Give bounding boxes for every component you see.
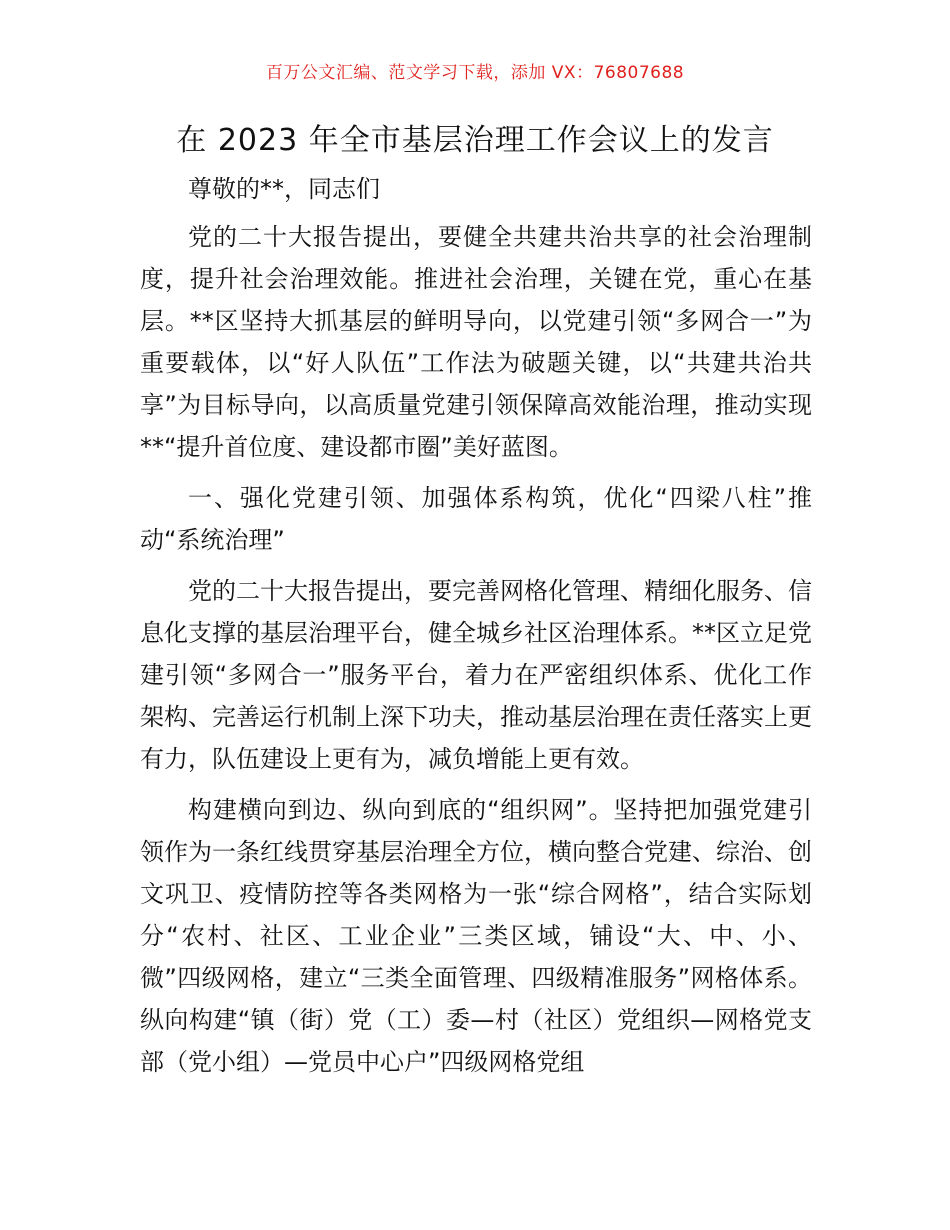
document-body xyxy=(140,168,812,1092)
paragraph-intro: 党的二十大报告提出，要健全共建共治共享的社会治理制度，提升社会治理效能。推进社会治理，关键在党，重心在基层。**区坚持大抓基层的鲜明导向，以党建引领“多网合一”为重要载体，以“好人队伍”工作法为破题关键，以“共建共治共享”为目标导向，以高质量党建引领保障高效能治理，推动实现**“提升首位度、建设都市圈”美好蓝图。 xyxy=(140,223,812,461)
document-title: 在 2023 年全市基层治理工作会议上的发言 xyxy=(176,123,774,158)
paragraph-section-1: 党的二十大报告提出，要完善网格化管理、精细化服务、信息化支撑的基层治理平台，健全城乡社区治理体系。**区立足党建引领“多网合一”服务平台，着力在严密组织体系、优化工作架构、完善运行机制上深下功夫，推动基层治理在责任落实上更有力，队伍建设上更有为，减负增能上更有效。 xyxy=(140,577,812,773)
section-heading-1: 一、强化党建引领、加强体系构筑，优化“四梁八柱”推动“系统治理” xyxy=(140,484,812,554)
greeting: 尊敬的**，同志们 xyxy=(188,175,380,203)
paragraph-organization-network: 构建横向到边、纵向到底的“组织网”。坚持把加强党建引领作为一条红线贯穿基层治理全方位，横向整合党建、综治、创文巩卫、疫情防控等各类网格为一张“综合网格”，结合实际划分“农村、社区、工业企业”三类区域，铺设“大、中、小、微”四级网格，建立“三类全面管理、四级精准服务”网格体系。纵向构建“镇（街）党（工）委—村（社区）党组织—网格党支部（党小组）—党员中心户”四级网格党组 xyxy=(140,796,812,1076)
header-banner: 百万公文汇编、范文学习下载，添加 VX：76807688 xyxy=(265,63,685,83)
